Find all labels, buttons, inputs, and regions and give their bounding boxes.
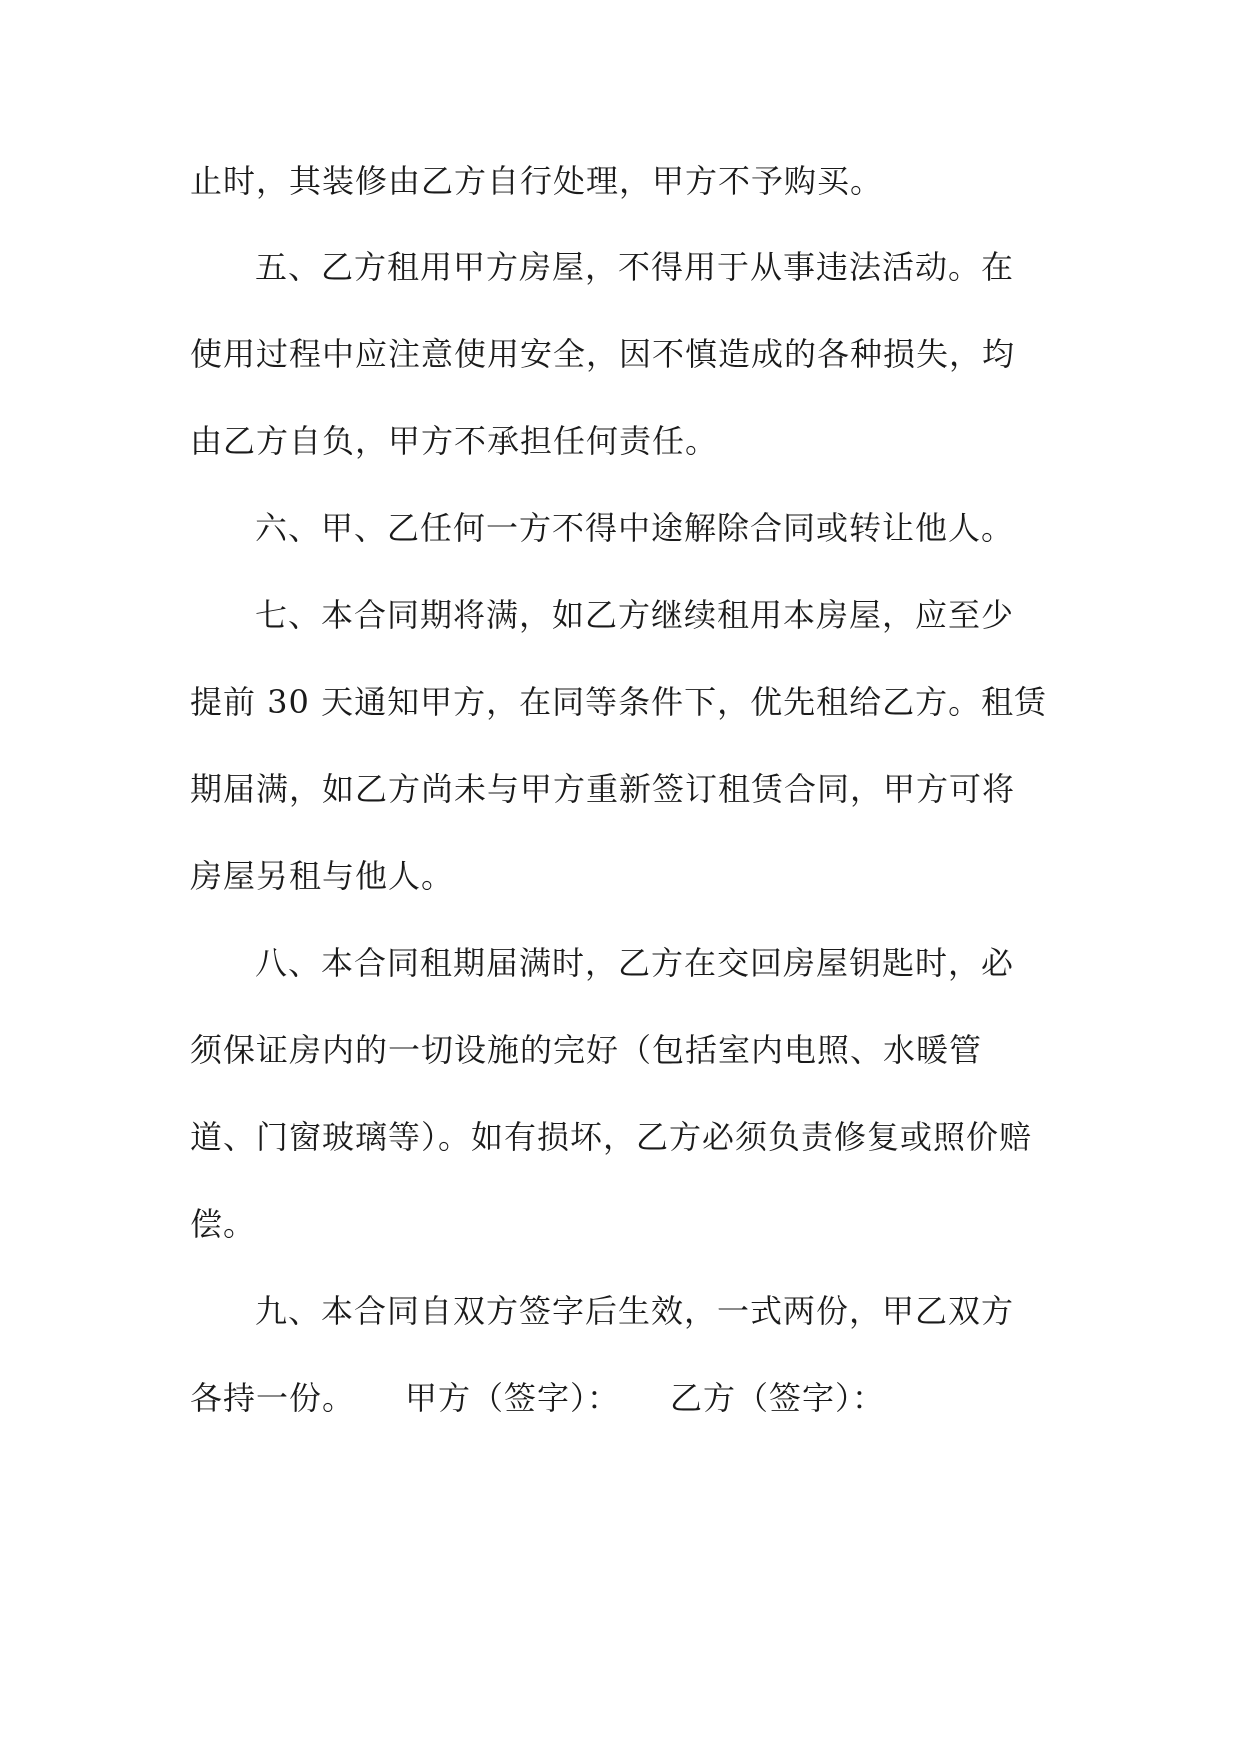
signature-line: 各持一份。 甲方（签字）： 乙方（签字）： bbox=[190, 1379, 886, 1417]
clause-8-line: 八、本合同租期届满时，乙方在交回房屋钥匙时，必 bbox=[255, 944, 1015, 982]
clause-7-line: 七、本合同期将满，如乙方继续租用本房屋，应至少 bbox=[255, 596, 1015, 634]
text-line: 由乙方自负，甲方不承担任何责任。 bbox=[190, 422, 719, 460]
clause-5-line: 五、乙方租用甲方房屋，不得用于从事违法活动。在 bbox=[255, 248, 1015, 286]
clause-9-line: 九、本合同自双方签字后生效，一式两份，甲乙双方 bbox=[255, 1292, 1015, 1330]
text-line: 期届满，如乙方尚未与甲方重新签订租赁合同，甲方可将 bbox=[190, 770, 1016, 808]
text-line: 使用过程中应注意使用安全，因不慎造成的各种损失，均 bbox=[190, 335, 1016, 373]
clause-6-line: 六、甲、乙任何一方不得中途解除合同或转让他人。 bbox=[255, 509, 1015, 547]
text-line: 提前 30 天通知甲方，在同等条件下，优先租给乙方。租赁 bbox=[190, 683, 1048, 721]
text-line: 房屋另租与他人。 bbox=[190, 857, 455, 895]
text-line: 道、门窗玻璃等）。如有损坏，乙方必须负责修复或照价赔 bbox=[190, 1118, 1033, 1156]
text-line: 须保证房内的一切设施的完好（包括室内电照、水暖管 bbox=[190, 1031, 983, 1069]
text-line: 止时，其装修由乙方自行处理，甲方不予购买。 bbox=[190, 162, 884, 200]
text-line: 偿。 bbox=[190, 1205, 257, 1243]
